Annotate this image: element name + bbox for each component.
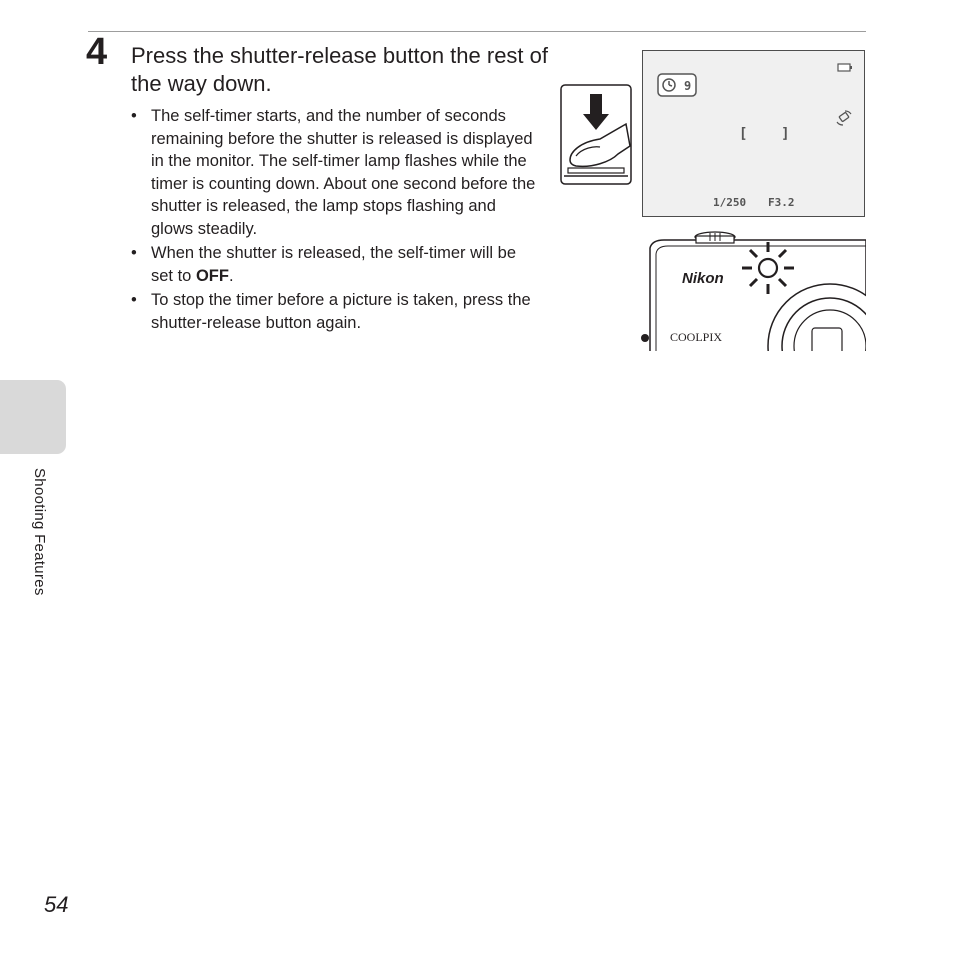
vibration-reduction-icon — [835, 109, 853, 127]
step-heading: Press the shutter-release button the rest of the way down. — [131, 43, 549, 96]
bullet-list — [131, 105, 541, 336]
step-number: 4 — [86, 31, 108, 73]
section-label: Shooting Features — [31, 468, 48, 596]
camera-illustration — [640, 228, 866, 352]
bullet-item: • When the shutter is released, the self-timer will be set to OFF. — [131, 244, 516, 285]
timer-count: 9 — [684, 79, 692, 93]
finger-press-icon — [560, 84, 632, 186]
off-setting: OFF — [195, 266, 229, 285]
page-number: 54 — [44, 892, 69, 917]
battery-icon — [837, 63, 853, 72]
bullet-text: To stop the timer before a picture is taken, press the shutter-release button again. — [151, 291, 531, 332]
section-tab — [0, 380, 66, 454]
shutter-speed: 1/250 — [713, 196, 747, 209]
bullet-item: • The self-timer starts, and the number of seconds remaining before the shutter is released is displayed in the monitor. The self-timer lamp flashes while the timer is counting down. About one second before the shutter is released, the lamp stops flashing and glows steadily. — [131, 107, 536, 238]
bullet-item: • To stop the timer before a picture is taken, press the shutter-release button again. — [131, 291, 531, 332]
top-rule — [88, 31, 866, 32]
camera-brand: Nikon — [682, 270, 724, 287]
bullet-text: The self-timer starts, and the number of seconds remaining before the shutter is released is displayed in the monitor. The self-timer lamp flashes while the timer is counting down. About one second before the shutter is released, the lamp stops flashing and glows steadily. — [151, 107, 536, 238]
aperture: F3.2 — [768, 196, 795, 209]
focus-brackets: [ ] — [739, 126, 790, 142]
bullet-text-end: . — [228, 266, 234, 285]
camera-model: COOLPIX — [670, 330, 723, 344]
camera-monitor — [642, 50, 865, 217]
bullet-text: When the shutter is released, the self-timer will be set to — [151, 244, 516, 285]
